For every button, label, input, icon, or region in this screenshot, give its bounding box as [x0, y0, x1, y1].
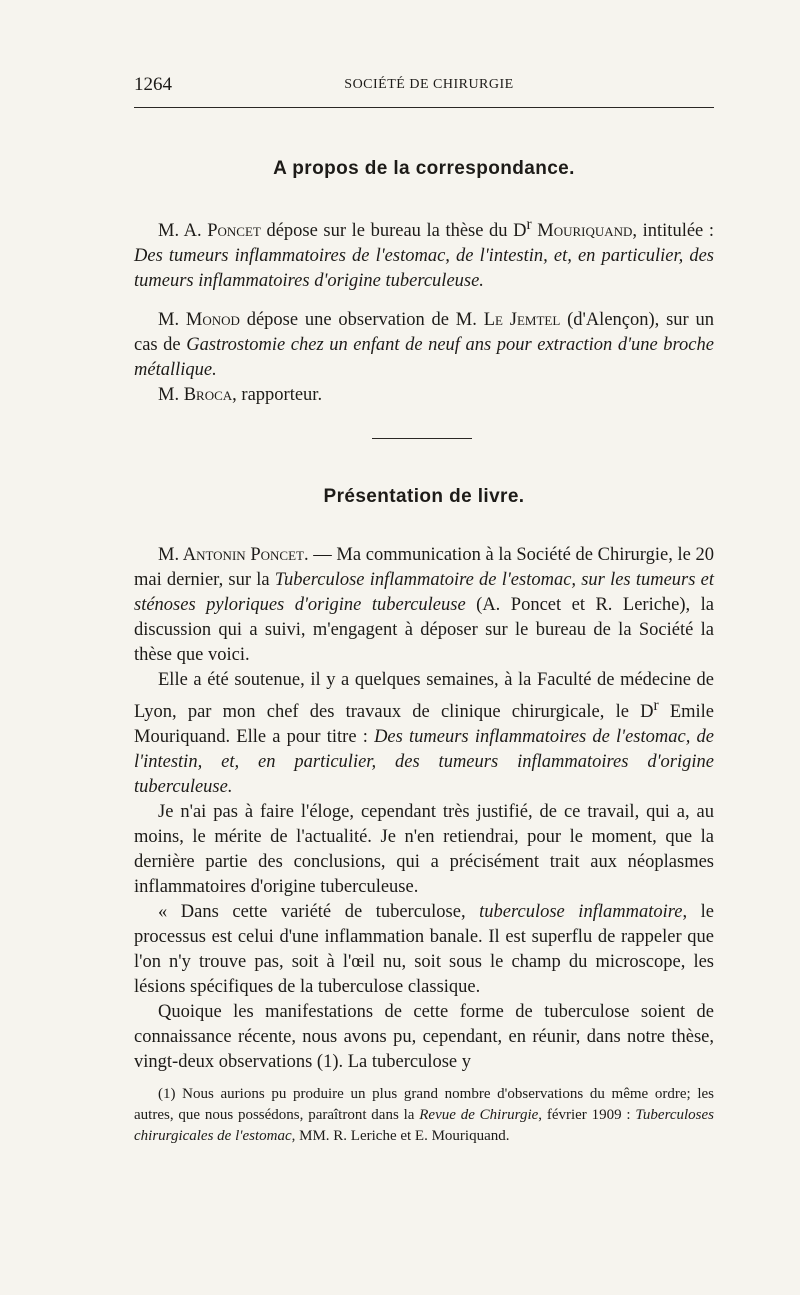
text-run: Quoique les manifestations de cette forme de tuberculose soient de connaissance récente, nous avons pu, cependant, en réunir, dans notre thèse, vingt-deux observations (1). La tuberculose y: [134, 1002, 714, 1073]
paragraph-quotation: [134, 900, 714, 1000]
header-rule: [134, 107, 714, 108]
author-name: M. Monod: [158, 310, 240, 331]
paragraph-antonin-poncet: [134, 543, 714, 668]
case-title: Gastrostomie chez un enfant de neuf ans pour extraction d'une broche métallique.: [134, 335, 714, 381]
running-head: [134, 74, 714, 98]
text-run: , MM. R. Leriche et E. Mouriquand.: [291, 1128, 510, 1144]
text-run: (d'Alençon), sur un cas de: [134, 310, 715, 356]
text-run: dépose sur le bureau la thèse du D: [260, 221, 527, 242]
section-heading-livre: Présentation de livre.: [323, 486, 525, 507]
text-run: Elle a été soutenue, il y a quelques semaines, à la Faculté de médecine de Lyon, par mon chef des travaux de clinique chirurgicale, le D: [134, 670, 714, 723]
author-name: M. Antonin Poncet.: [158, 545, 309, 565]
text-run: , intitulée :: [632, 221, 714, 242]
text-run: Je n'ai pas à faire l'éloge, cependant très justifié, de ce travail, qui a, au moins, le mérite de l'actualité. Je n'en retiendrai, pour le moment, que la dernière partie des conclusions, qui a précisément trait aux néoplasmes inflammatoires d'origine tuberculeuse.: [134, 802, 714, 898]
text-run: , le processus est celui d'une inflammation banale. Il est superflu de rappeler que l'on n'y trouve pas, soit à l'œil nu, soit sous le champ du microscope, les lésions spécifiques de la tuberculose classique.: [134, 902, 714, 998]
text-run: (A. Poncet et R. Leriche), la discussion qui a suivi, m'engagent à déposer sur le bureau de la Société la thèse que voici.: [134, 595, 714, 665]
text-run: dépose une observation de M.: [239, 310, 484, 331]
text-run: « Dans cette variété de tuberculose,: [158, 902, 480, 923]
section-correspondance-body: [134, 212, 714, 408]
paragraph-monod-deposit: [134, 308, 714, 383]
text-run: , rapporteur.: [232, 385, 323, 406]
superscript: r: [526, 216, 532, 233]
person-name: Le Jemtel: [483, 310, 561, 331]
text-run: Emile Mouriquand. Elle a pour titre :: [134, 702, 715, 748]
person-name: Mouriquand: [531, 221, 633, 242]
section-heading-correspondance: A propos de la correspondance.: [273, 158, 575, 179]
paragraph-thesis-defended: [134, 668, 714, 800]
footnote: [134, 1084, 714, 1147]
article-title: Tuberculoses chirurgicales de l'estomac: [134, 1107, 715, 1144]
section-divider: [372, 438, 472, 439]
text-run: (1) Nous aurions pu produire un plus grand nombre d'observations du même ordre; les autres, que nous possédons, paraîtront dans la: [134, 1086, 714, 1123]
paragraph-poncet-deposit: [134, 212, 714, 294]
paragraph-manifestations: [134, 1000, 714, 1075]
text-run: , février 1909 :: [538, 1107, 636, 1123]
superscript: r: [653, 697, 659, 714]
text-run: — Ma communication à la Société de Chirurgie, le 20 mai dernier, sur la: [134, 545, 714, 590]
section-livre-body: [134, 543, 714, 1075]
text-run: M.: [158, 385, 184, 406]
page-number: 1264: [134, 74, 172, 95]
journal-title: SOCIÉTÉ DE CHIRURGIE: [344, 77, 514, 92]
thesis-title: Des tumeurs inflammatoires de l'estomac, de l'intestin, et, en particulier, des tumeurs inflammatoires d'origine tuberculeuse.: [134, 246, 714, 292]
thesis-title: Des tumeurs inflammatoires de l'estomac, de l'intestin, et, en particulier, des tumeurs inflammatoires d'origine tuberculeuse.: [134, 727, 714, 798]
term-emphasis: tuberculose inflammatoire: [479, 902, 683, 923]
journal-name: Revue de Chirurgie: [419, 1107, 539, 1123]
communication-title: Tuberculose inflammatoire de l'estomac, sur les tumeurs et sténoses pyloriques d'origine tuberculeuse: [134, 570, 714, 615]
footnote-1: [134, 1084, 714, 1147]
person-name: Broca: [183, 385, 233, 406]
paragraph-eloge: [134, 800, 714, 900]
author-name: M. A. Poncet: [158, 221, 261, 242]
paragraph-rapporteur: [134, 383, 714, 408]
